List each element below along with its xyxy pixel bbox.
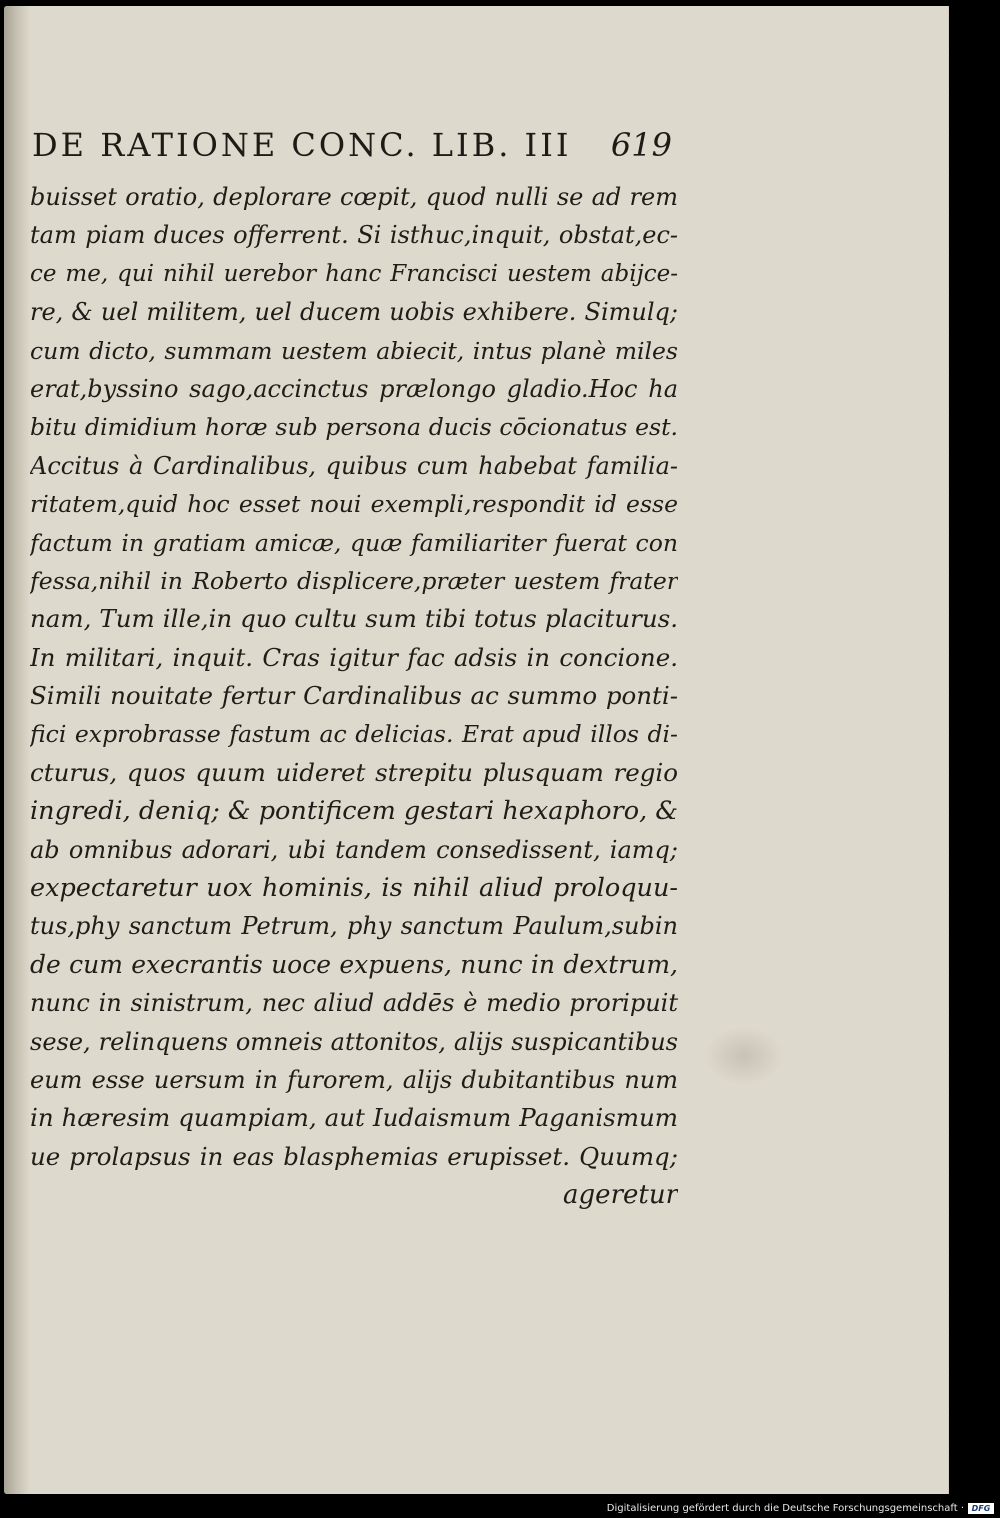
- body-text: [30, 178, 678, 1215]
- page-number: 619: [610, 126, 672, 164]
- text-line: ingredi, deniq; & pontificem gestari hexaphoro, &: [30, 796, 678, 827]
- text-line: ritatem,quid hoc esset noui exempli,respondit id esse: [30, 490, 678, 519]
- catchword: ageretur: [563, 1180, 678, 1211]
- ink-bleed-through: [704, 1026, 784, 1086]
- text-line: tam piam duces offerrent. Si isthuc,inquit, obstat,ec-: [30, 221, 678, 250]
- text-line: fessa,nihil in Roberto displicere,præter uestem frater: [30, 566, 678, 595]
- text-line: buisset oratio, deplorare cœpit, quod nulli se ad rem: [30, 183, 678, 211]
- text-line: factum in gratiam amicæ, quæ familiariter fuerat con: [30, 528, 678, 557]
- text-line: cum dicto, summam uestem abiecit, intus planè miles: [30, 336, 678, 365]
- running-head: [32, 126, 672, 170]
- text-line: erat,byssino sago,accinctus prælongo gladio.Hoc ha: [30, 374, 678, 403]
- dfg-logo: DFG: [968, 1503, 994, 1514]
- text-line: eum esse uersum in furorem, alijs dubitantibus num: [30, 1065, 678, 1094]
- text-line: re, & uel militem, uel ducem uobis exhibere. Simulq;: [30, 298, 678, 327]
- text-line: ce me, qui nihil uerebor hanc Francisci uestem abijce-: [30, 260, 678, 287]
- text-line: tus,phy sanctum Petrum, phy sanctum Paulum,subin: [30, 912, 678, 941]
- digitization-credit: Digitalisierung gefördert durch die Deutsche Forschungsgemeinschaft ·: [606, 1503, 964, 1514]
- text-line: ab omnibus adorari, ubi tandem consedissent, iamq;: [30, 835, 678, 864]
- book-page: [4, 6, 948, 1494]
- text-line: cturus, quos quum uideret strepitu plusquam regio: [30, 757, 678, 787]
- running-head-title: DE RATIONE CONC. LIB. III: [32, 126, 572, 164]
- text-line: ue prolapsus in eas blasphemias erupisset. Quumq;: [30, 1141, 678, 1171]
- text-line: expectaretur uox hominis, is nihil aliud proloquu-: [30, 873, 678, 904]
- text-line: bitu dimidium horæ sub persona ducis cōcionatus est.: [30, 413, 678, 442]
- text-line: in hæresim quampiam, aut Iudaismum Paganismum: [30, 1103, 678, 1133]
- text-line: nunc in sinistrum, nec aliud addēs è medio proripuit: [30, 989, 678, 1018]
- text-line: sese, relinquens omneis attonitos, alijs suspicantibus: [30, 1027, 678, 1056]
- text-line: fici exprobrasse fastum ac delicias. Erat apud illos di-: [30, 720, 678, 749]
- text-line: Accitus à Cardinalibus, quibus cum habebat familia-: [30, 451, 678, 480]
- text-line: de cum execrantis uoce expuens, nunc in dextrum,: [30, 949, 678, 979]
- text-line: nam, Tum ille,in quo cultu sum tibi totus placiturus.: [30, 604, 678, 634]
- text-line: In militari, inquit. Cras igitur fac adsis in concione.: [30, 642, 678, 672]
- text-line: Simili nouitate fertur Cardinalibus ac summo ponti-: [30, 681, 678, 711]
